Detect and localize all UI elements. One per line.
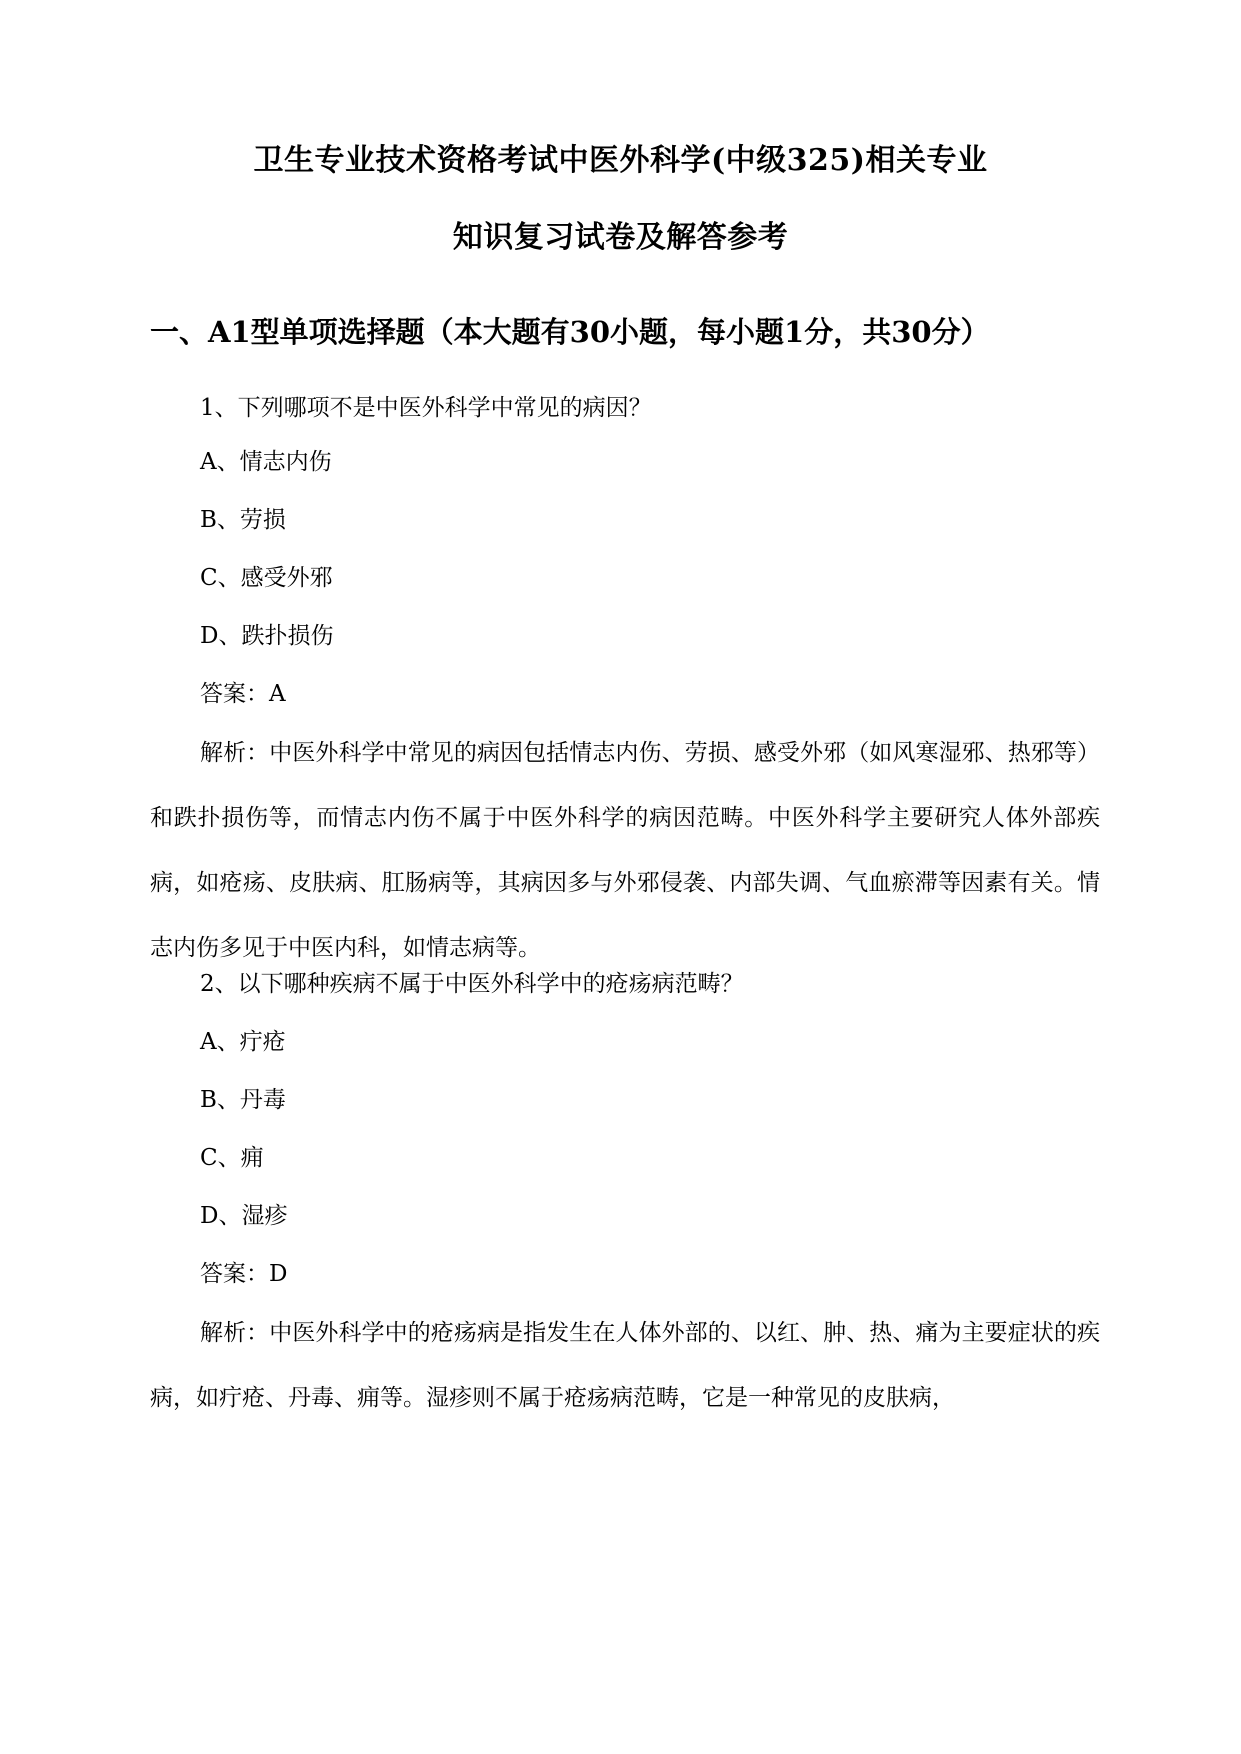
document-title-line-1: 卫生专业技术资格考试中医外科学(中级325)相关专业 <box>253 143 988 178</box>
question-2-analysis: 解析：中医外科学中的疮疡病是指发生在人体外部的、以红、肿、热、痛为主要症状的疾病，如疔疮、丹毒、痈等。湿疹则不属于疮疡病范畴，它是一种常见的皮肤病， <box>150 1320 1100 1411</box>
question-1-answer: 答案：A <box>200 681 286 707</box>
question-2-option-c: C、痈 <box>200 1145 264 1171</box>
question-1-option-b: B、劳损 <box>200 507 286 533</box>
question-1-option-a: A、情志内伤 <box>200 449 332 475</box>
section-heading: 一、A1型单项选择题（本大题有30小题，每小题1分，共30分） <box>150 315 990 349</box>
question-1-stem: 1、下列哪项不是中医外科学中常见的病因？ <box>200 395 652 421</box>
question-2-option-a: A、疔疮 <box>200 1029 286 1055</box>
question-2-option-b: B、丹毒 <box>200 1087 286 1113</box>
question-2-answer: 答案：D <box>200 1261 288 1287</box>
question-2-option-d: D、湿疹 <box>200 1203 288 1229</box>
question-1-analysis: 解析：中医外科学中常见的病因包括情志内伤、劳损、感受外邪（如风寒湿邪、热邪等）和跌扑损伤等，而情志内伤不属于中医外科学的病因范畴。中医外科学主要研究人体外部疾病，如疮疡、皮肤病、肛肠病等，其病因多与外邪侵袭、内部失调、气血瘀滞等因素有关。情志内伤多见于中医内科，如情志病等。 <box>150 740 1100 961</box>
question-1-option-c: C、感受外邪 <box>200 565 333 591</box>
document-title-line-2: 知识复习试卷及解答参考 <box>452 220 789 255</box>
question-1-option-d: D、跌扑损伤 <box>200 623 334 649</box>
question-2-stem: 2、以下哪种疾病不属于中医外科学中的疮疡病范畴？ <box>200 971 744 997</box>
